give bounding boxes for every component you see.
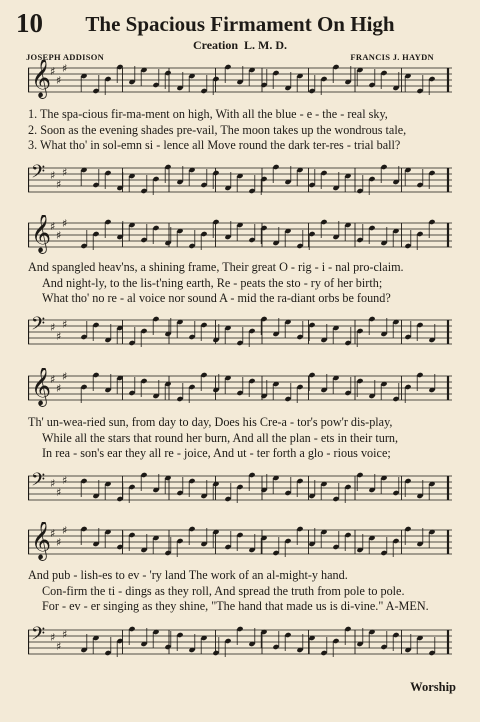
treble-clef-icon: 𝄞 (31, 215, 52, 253)
treble-clef-icon: 𝄞 (31, 368, 52, 406)
composer: FRANCIS J. HAYDN (350, 52, 434, 62)
tune-name: Creation (192, 38, 239, 52)
author: JOSEPH ADDISON (26, 52, 105, 62)
sharp-icon: ♯ (56, 74, 62, 87)
sharp-icon: ♯ (50, 65, 56, 78)
sharp-icon: ♯ (56, 178, 62, 191)
lyric-line: And night-ly, to the lis-t'ning earth, Re - peats the sto - ry of her birth; (42, 275, 383, 290)
sharp-icon: ♯ (62, 62, 68, 75)
lyric-line: For - ev - er singing as they shine, "The hand that made us is di-vine." A-MEN. (42, 599, 429, 613)
lyric-line: In rea - son's ear they all re - joice, And ut - ter forth a glo - rious voice; (42, 446, 391, 460)
treble-staff-1 (28, 60, 452, 108)
sharp-icon: ♯ (56, 330, 62, 343)
lyrics-system-2 (28, 260, 456, 307)
tune-line (0, 38, 480, 53)
bass-clef-icon: 𝄢 (31, 624, 46, 649)
sharp-icon: ♯ (50, 220, 56, 233)
lyric-line: Th' un-wea-ried sun, from day to day, Does his Cre-a - tor's pow'r dis-play, (28, 415, 393, 429)
sharp-icon: ♯ (62, 217, 68, 230)
sharp-icon: ♯ (56, 486, 62, 499)
treble-staff-2 (28, 215, 452, 263)
bass-staff-4 (28, 622, 452, 670)
bass-clef-icon: 𝄢 (31, 470, 46, 495)
lyrics-system-3 (28, 415, 456, 462)
sharp-icon: ♯ (62, 318, 68, 331)
lyric-line: Con-firm the ti - dings as they roll, And spread the truth from pole to pole. (42, 583, 405, 598)
sharp-icon: ♯ (50, 527, 56, 540)
sharp-icon: ♯ (56, 229, 62, 242)
lyric-line: And pub - lish-es to ev - 'ry land The work of an al-might-y hand. (28, 568, 348, 582)
bass-clef-icon: 𝄢 (31, 314, 46, 339)
meter: L. M. D. (244, 38, 288, 52)
lyric-line: 3. What tho' in sol-emn si - lence all Move round the dark ter-res - trial ball? (28, 138, 401, 152)
sharp-icon: ♯ (56, 640, 62, 653)
bass-clef-icon: 𝄢 (31, 162, 46, 187)
page-number: 10 (16, 8, 43, 38)
sharp-icon: ♯ (50, 321, 56, 334)
sharp-icon: ♯ (56, 382, 62, 395)
sharp-icon: ♯ (56, 536, 62, 549)
treble-clef-icon: 𝄞 (31, 522, 52, 560)
lyric-line: And spangled heav'ns, a shining frame, Their great O - rig - i - nal pro-claim. (28, 260, 404, 274)
hymn-title: The Spacious Firmament On High (85, 12, 395, 36)
bass-staff-1 (28, 160, 452, 208)
bass-staff-2 (28, 312, 452, 360)
lyrics-system-1 (28, 107, 456, 154)
sharp-icon: ♯ (50, 373, 56, 386)
treble-staff-4 (28, 522, 452, 570)
topic-label: Worship (410, 680, 456, 694)
treble-clef-icon: 𝄞 (31, 60, 52, 98)
sharp-icon: ♯ (50, 477, 56, 490)
lyric-line: 1. The spa-cious fir-ma-ment on high, With all the blue - e - the - real sky, (28, 107, 388, 121)
sharp-icon: ♯ (62, 370, 68, 383)
lyric-line: What tho' no re - al voice nor sound A - mid the ra-diant orbs be found? (42, 291, 391, 305)
sharp-icon: ♯ (62, 166, 68, 179)
bass-staff-3 (28, 468, 452, 516)
lyrics-system-4 (28, 568, 456, 615)
sharp-icon: ♯ (62, 628, 68, 641)
sharp-icon: ♯ (50, 631, 56, 644)
lyric-line: While all the stars that round her burn, And all the plan - ets in their turn, (42, 430, 399, 445)
sharp-icon: ♯ (50, 169, 56, 182)
lyric-line: 2. Soon as the evening shades pre-vail, The moon takes up the wondrous tale, (28, 122, 407, 137)
sharp-icon: ♯ (62, 524, 68, 537)
treble-staff-3 (28, 368, 452, 416)
sharp-icon: ♯ (62, 474, 68, 487)
